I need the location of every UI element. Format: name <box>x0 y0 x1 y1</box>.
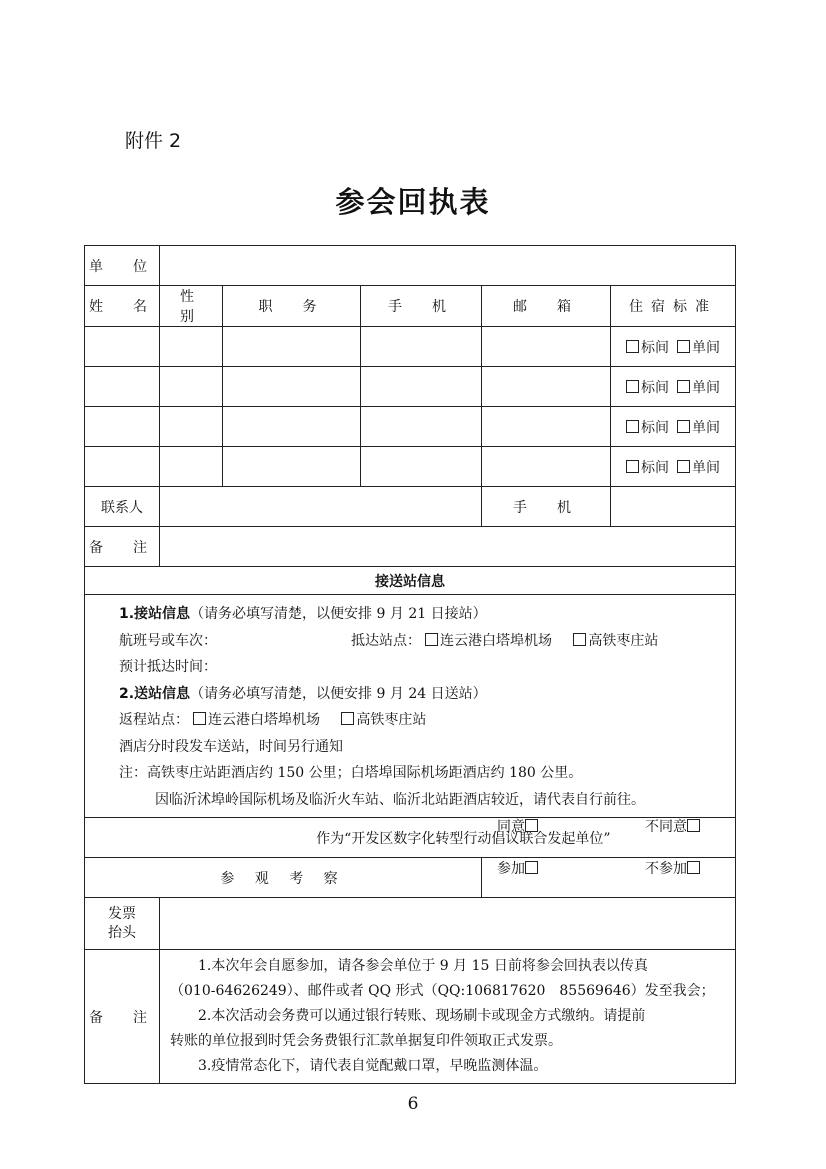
attendee-row <box>85 407 736 447</box>
checkbox-icon[interactable] <box>677 420 690 433</box>
gender-field[interactable] <box>160 367 223 407</box>
arrival-option-airport[interactable]: 连云港白塔埠机场 <box>425 633 552 649</box>
flight-label: 航班号或车次： <box>119 632 217 649</box>
dropoff-heading: 2.送站信息 <box>119 685 191 702</box>
note-1-cont: （010-64626249）、邮件或者 QQ 形式（QQ:106817620 85569646）发至我会； <box>170 983 715 999</box>
name-field[interactable] <box>85 447 160 487</box>
checkbox-icon[interactable] <box>677 460 690 473</box>
standard-room-option[interactable]: 标间 <box>626 380 669 396</box>
standard-room-option[interactable]: 标间 <box>626 460 669 476</box>
checkbox-icon[interactable] <box>573 633 586 646</box>
invoice-row <box>85 898 736 950</box>
header-position: 职 务 <box>223 286 361 327</box>
visit-row <box>85 858 736 898</box>
single-room-option[interactable]: 单间 <box>677 460 720 476</box>
unit-label: 单 位 <box>85 246 160 286</box>
lodging-options <box>611 367 736 407</box>
dropoff-note: （请务必填写清楚，以便安排 9 月 24 日送站） <box>190 685 487 702</box>
checkbox-icon[interactable] <box>425 633 438 646</box>
return-option-airport[interactable]: 连云港白塔埠机场 <box>193 712 320 728</box>
unit-row <box>85 246 736 286</box>
invoice-field[interactable] <box>160 898 736 950</box>
name-field[interactable] <box>85 407 160 447</box>
checkbox-icon[interactable] <box>525 819 538 832</box>
standard-room-option[interactable]: 标间 <box>626 420 669 436</box>
contact-label: 联系人 <box>85 487 160 527</box>
gender-field[interactable] <box>160 327 223 367</box>
lodging-options <box>611 407 736 447</box>
single-room-option[interactable]: 单间 <box>677 340 720 356</box>
contact-phone-label: 手 机 <box>482 487 611 527</box>
email-field[interactable] <box>482 407 611 447</box>
pickup-heading: 1.接站信息 <box>119 606 191 622</box>
page-number: 6 <box>407 1094 419 1114</box>
notes-row <box>85 950 736 1084</box>
attachment-label: 附件 2 <box>125 130 182 152</box>
initiator-disagree-option[interactable]: 不同意 <box>645 816 702 836</box>
note-2-cont: 转账的单位报到时凭会务费银行汇款单据复印件领取正式发票。 <box>170 1033 562 1049</box>
checkbox-icon[interactable] <box>626 420 639 433</box>
header-phone: 手 机 <box>361 286 482 327</box>
checkbox-icon[interactable] <box>687 819 700 832</box>
eta-label: 预计抵达时间： <box>119 659 217 675</box>
visit-question: 参 观 考 察 <box>85 858 482 898</box>
notes-label: 备 注 <box>85 950 160 1084</box>
transfer-info-row <box>85 595 736 818</box>
transfer-section-title: 接送站信息 <box>85 567 736 595</box>
header-email: 邮 箱 <box>482 286 611 327</box>
unit-field[interactable] <box>160 246 736 286</box>
contact-row <box>85 487 736 527</box>
page-title: 参会回执表 <box>335 185 491 219</box>
checkbox-icon[interactable] <box>677 340 690 353</box>
self-travel-note: 因临沂沭埠岭国际机场及临沂火车站、临沂北站距酒店较近，请代表自行前往。 <box>155 791 645 808</box>
single-room-option[interactable]: 单间 <box>677 420 720 436</box>
remark-row <box>85 527 736 567</box>
notes-content <box>160 950 736 1084</box>
email-field[interactable] <box>482 447 611 487</box>
position-field[interactable] <box>223 367 361 407</box>
arrival-option-train[interactable]: 高铁枣庄站 <box>573 633 658 649</box>
single-room-option[interactable]: 单间 <box>677 380 720 396</box>
note-3: 3.疫情常态化下，请代表自觉配戴口罩，早晚监测体温。 <box>198 1058 548 1074</box>
registration-form <box>84 245 736 1084</box>
return-option-train[interactable]: 高铁枣庄站 <box>341 712 426 728</box>
visit-not-join-option[interactable]: 不参加 <box>645 858 702 878</box>
attendee-row <box>85 367 736 407</box>
distance-note: 注：高铁枣庄站距酒店约 150 公里；白塔埠国际机场距酒店约 180 公里。 <box>119 765 583 781</box>
email-field[interactable] <box>482 327 611 367</box>
return-label: 返程站点： <box>119 712 189 728</box>
standard-room-option[interactable]: 标间 <box>626 340 669 356</box>
position-field[interactable] <box>223 327 361 367</box>
name-field[interactable] <box>85 367 160 407</box>
initiator-agree-option[interactable]: 同意 <box>497 816 540 836</box>
checkbox-icon[interactable] <box>626 460 639 473</box>
invoice-label: 发票 抬头 <box>85 898 160 950</box>
position-field[interactable] <box>223 447 361 487</box>
attendee-row <box>85 447 736 487</box>
lodging-options <box>611 447 736 487</box>
checkbox-icon[interactable] <box>525 861 538 874</box>
checkbox-icon[interactable] <box>677 380 690 393</box>
header-gender: 性 别 <box>160 286 223 327</box>
initiator-row <box>85 818 736 858</box>
phone-field[interactable] <box>361 327 482 367</box>
contact-field[interactable] <box>160 487 482 527</box>
checkbox-icon[interactable] <box>341 712 354 725</box>
phone-field[interactable] <box>361 407 482 447</box>
transfer-section-row <box>85 567 736 595</box>
arrival-label: 抵达站点： <box>351 632 421 649</box>
header-lodging: 住宿标准 <box>611 286 736 327</box>
note-1: 1.本次年会自愿参加，请各参会单位于 9 月 15 日前将参会回执表以传真 <box>198 958 648 974</box>
pickup-note: （请务必填写清楚，以便安排 9 月 21 日接站） <box>190 606 487 622</box>
initiator-question: 作为“开发区数字化转型行动倡议联合发起单位” <box>85 818 611 858</box>
attendee-row <box>85 327 736 367</box>
note-2: 2.本次活动会务费可以通过银行转账、现场刷卡或现金方式缴纳。请提前 <box>198 1008 646 1024</box>
gender-field[interactable] <box>160 407 223 447</box>
position-field[interactable] <box>223 407 361 447</box>
transfer-info <box>85 595 736 818</box>
remark-label: 备 注 <box>85 527 160 567</box>
phone-field[interactable] <box>361 447 482 487</box>
checkbox-icon[interactable] <box>193 712 206 725</box>
visit-join-option[interactable]: 参加 <box>497 858 540 878</box>
gender-field[interactable] <box>160 447 223 487</box>
lodging-options <box>611 327 736 367</box>
name-field[interactable] <box>85 327 160 367</box>
checkbox-icon[interactable] <box>687 861 700 874</box>
checkbox-icon[interactable] <box>626 380 639 393</box>
contact-phone-field[interactable] <box>611 487 736 527</box>
checkbox-icon[interactable] <box>626 340 639 353</box>
phone-field[interactable] <box>361 367 482 407</box>
header-name: 姓 名 <box>85 286 160 327</box>
remark-field[interactable] <box>160 527 736 567</box>
email-field[interactable] <box>482 367 611 407</box>
header-row <box>85 286 736 327</box>
shuttle-note: 酒店分时段发车送站，时间另行通知 <box>119 738 343 755</box>
